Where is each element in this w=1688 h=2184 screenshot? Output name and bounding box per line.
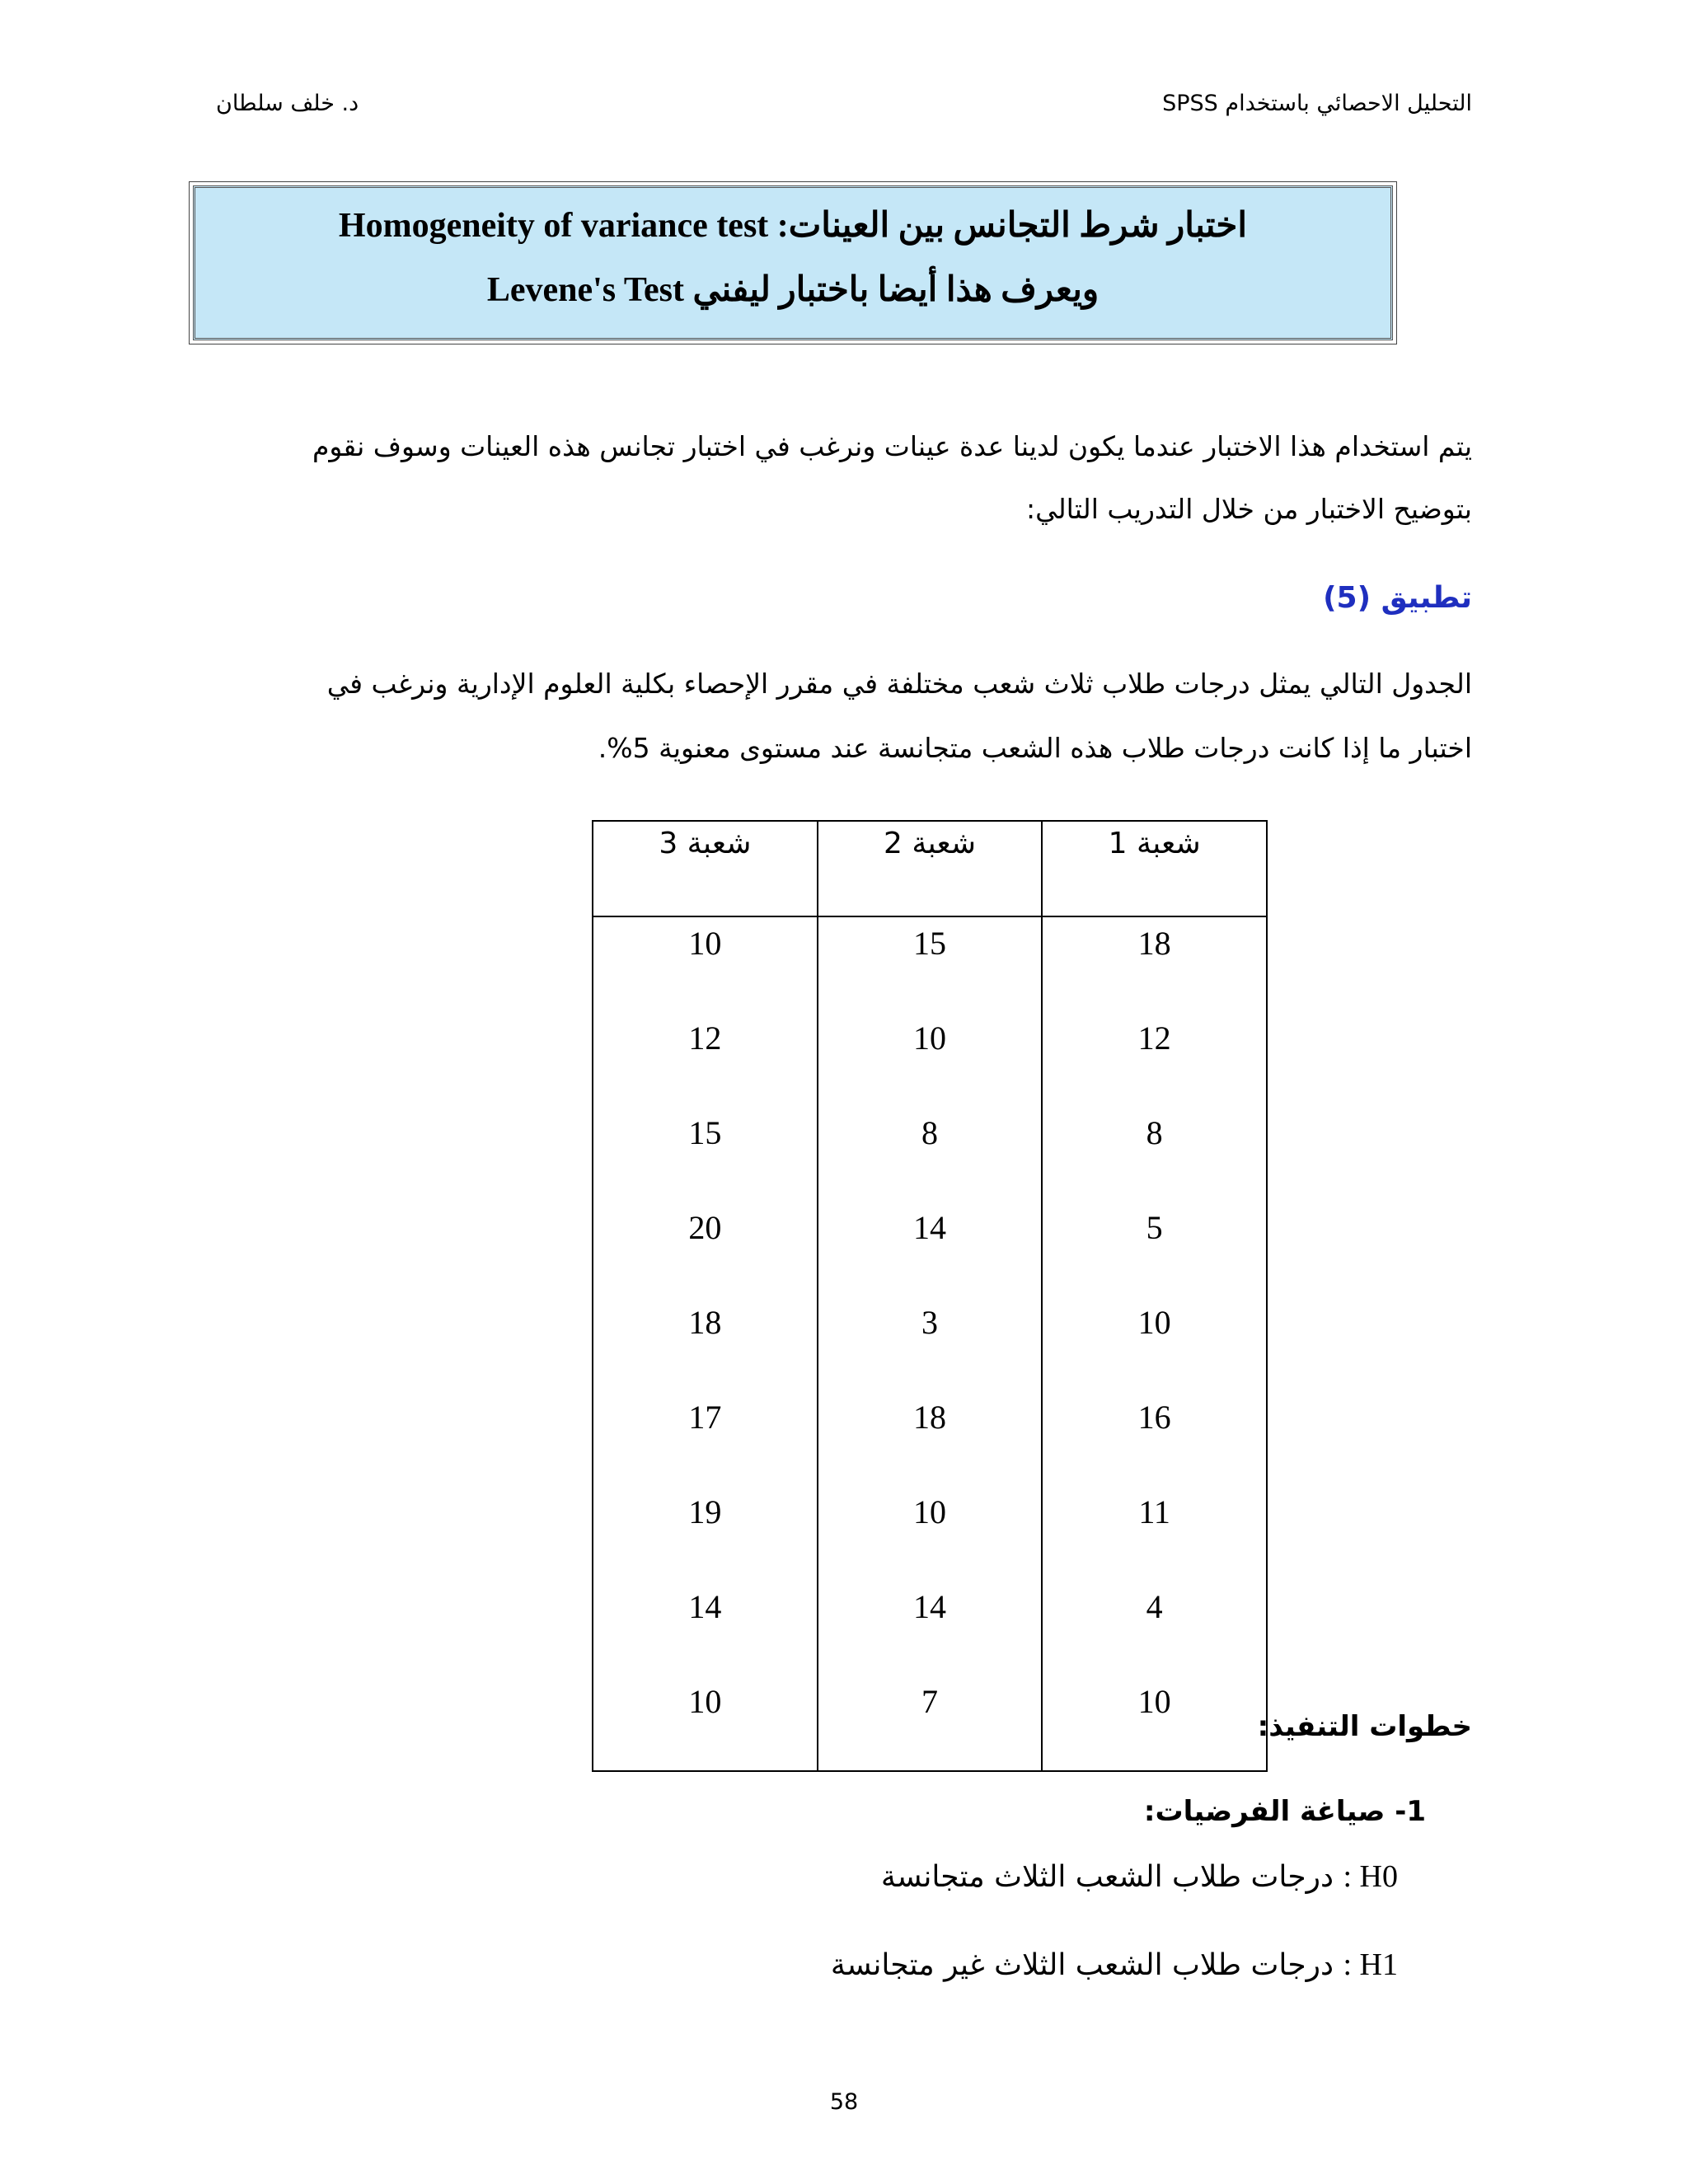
table-cell: 14 xyxy=(818,1202,1043,1296)
table-row xyxy=(593,1675,1267,1771)
table-cell: 17 xyxy=(593,1391,818,1486)
table-cell: 18 xyxy=(818,1391,1043,1486)
column-header: شعبة 2 xyxy=(818,821,1043,916)
table-cell: 19 xyxy=(593,1486,818,1581)
table-cell: 18 xyxy=(1042,916,1267,1012)
table-cell: 5 xyxy=(1042,1202,1267,1296)
table-header-row xyxy=(593,821,1267,916)
table-cell: 18 xyxy=(593,1296,818,1391)
table-cell: 10 xyxy=(818,1012,1043,1107)
table-cell: 14 xyxy=(593,1581,818,1675)
page-number: 58 xyxy=(829,2089,859,2115)
hypothesis-h1 xyxy=(831,1947,1398,1983)
h1-label: H1 : xyxy=(1343,1947,1398,1982)
table-row xyxy=(593,1012,1267,1107)
grades-table xyxy=(592,820,1268,1772)
column-header: شعبة 1 xyxy=(1042,821,1267,916)
hypotheses-title: 1- صياغة الفرضيات: xyxy=(1143,1795,1426,1828)
table-cell: 8 xyxy=(1042,1107,1267,1202)
table-cell: 4 xyxy=(1042,1581,1267,1675)
application-title: تطبيق (5) xyxy=(1323,581,1472,615)
intro-line-1: يتم استخدام هذا الاختبار عندما يكون لدينا عدة عينات ونرغب في اختبار تجانس هذه العينات وسوف نقوم xyxy=(312,430,1472,462)
table-cell: 10 xyxy=(1042,1296,1267,1391)
table-cell: 7 xyxy=(818,1675,1043,1771)
hypothesis-h0 xyxy=(881,1858,1398,1895)
intro-line-2: بتوضيح الاختبار من خلال التدريب التالي: xyxy=(1025,493,1472,525)
table-cell: 20 xyxy=(593,1202,818,1296)
problem-line-2: اختبار ما إذا كانت درجات طلاب هذه الشعب متجانسة عند مستوى معنوية 5%. xyxy=(598,732,1472,764)
book-title-header: التحليل الاحصائي باستخدام SPSS xyxy=(1162,91,1472,116)
column-header: شعبة 3 xyxy=(593,821,818,916)
table-cell: 10 xyxy=(593,916,818,1012)
table-cell: 12 xyxy=(1042,1012,1267,1107)
table-cell: 10 xyxy=(1042,1675,1267,1771)
table-row xyxy=(593,1391,1267,1486)
section-title-line-1: اختبار شرط التجانس بين العينات: Homogeneity of variance test xyxy=(338,207,1248,245)
table-cell: 15 xyxy=(818,916,1043,1012)
table-row xyxy=(593,1107,1267,1202)
section-title-box xyxy=(193,185,1393,340)
table-row xyxy=(593,1581,1267,1675)
section-title-line-2: ويعرف هذا أيضا باختبار ليفني Levene's Test xyxy=(486,271,1100,309)
table-cell: 8 xyxy=(818,1107,1043,1202)
table-cell: 10 xyxy=(818,1486,1043,1581)
table-row xyxy=(593,916,1267,1012)
table-row xyxy=(593,1202,1267,1296)
table-cell: 10 xyxy=(593,1675,818,1771)
author-header: د. خلف سلطان xyxy=(216,91,359,116)
table-cell: 3 xyxy=(818,1296,1043,1391)
h0-text: درجات طلاب الشعب الثلاث متجانسة xyxy=(880,1860,1334,1894)
problem-line-1: الجدول التالي يمثل درجات طلاب ثلاث شعب مختلفة في مقرر الإحصاء بكلية العلوم الإدارية ونرغب في xyxy=(326,668,1472,700)
h1-text: درجات طلاب الشعب الثلاث غير متجانسة xyxy=(830,1948,1334,1982)
table-cell: 12 xyxy=(593,1012,818,1107)
steps-title: خطوات التنفيذ: xyxy=(1257,1710,1472,1743)
h0-label: H0 : xyxy=(1343,1859,1398,1894)
table-cell: 16 xyxy=(1042,1391,1267,1486)
table-cell: 11 xyxy=(1042,1486,1267,1581)
table-row xyxy=(593,1486,1267,1581)
table-cell: 15 xyxy=(593,1107,818,1202)
table-cell: 14 xyxy=(818,1581,1043,1675)
table-row xyxy=(593,1296,1267,1391)
